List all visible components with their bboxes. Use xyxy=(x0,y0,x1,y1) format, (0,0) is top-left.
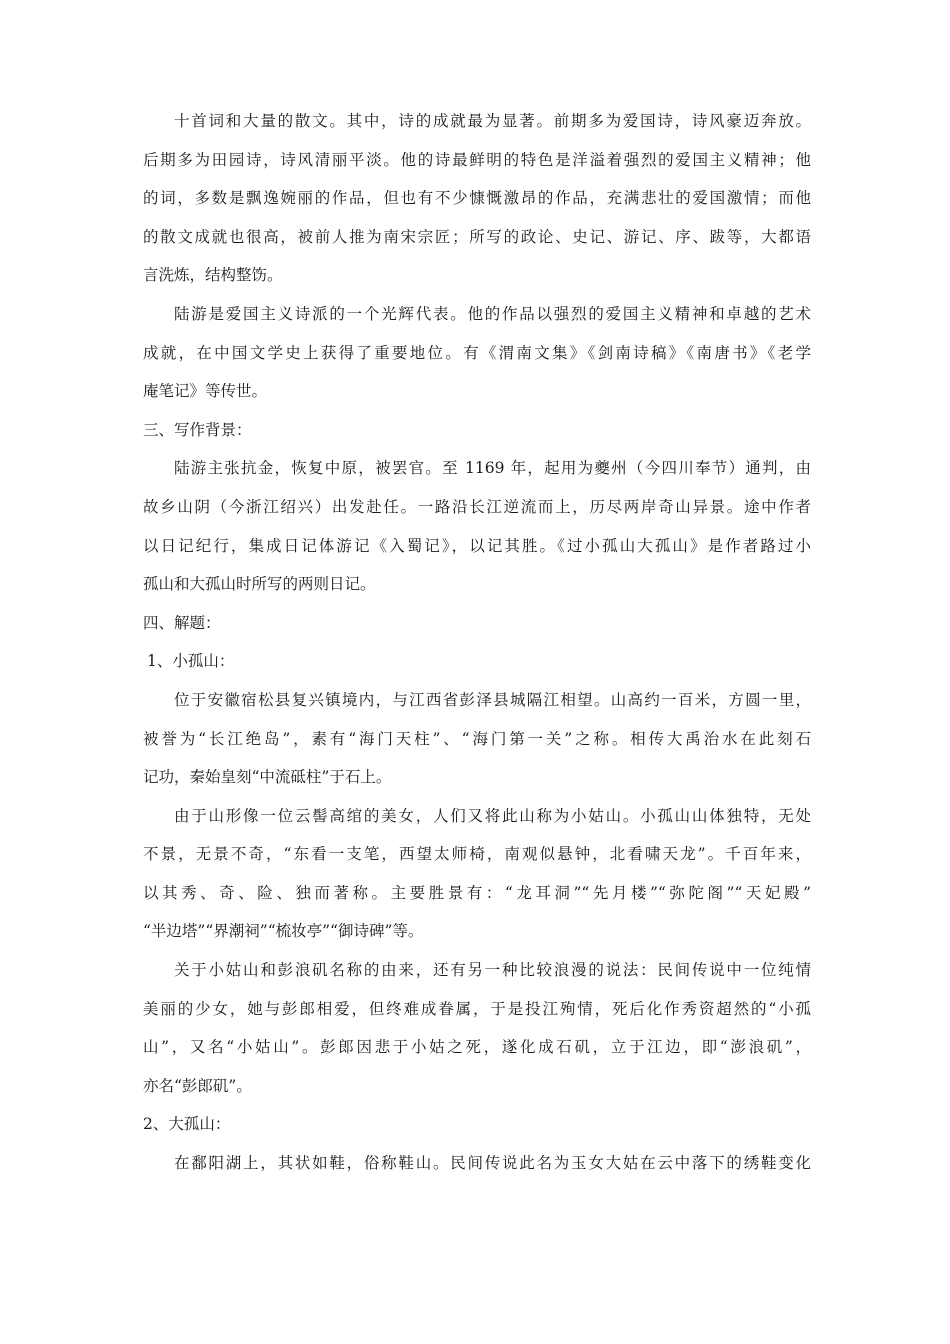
text-line: 在鄱阳湖上，其状如鞋，俗称鞋山。民间传说此名为玉女大姑在云中落下的绣鞋变化 xyxy=(174,1154,811,1173)
paragraph-xiaogushan-legend xyxy=(143,951,811,1105)
paragraph-poetry-achievements xyxy=(143,102,811,295)
text-line: 以其秀、奇、险、独而著称。主要胜景有：“龙耳洞”“先月楼”“弥陀阁”“天妃殿” xyxy=(143,883,811,902)
text-line: 亦名“彭郎矶”。 xyxy=(143,1076,252,1095)
text-line: 后期多为田园诗，诗风清丽平淡。他的诗最鲜明的特色是洋溢着强烈的爱国主义精神；他 xyxy=(143,150,811,169)
text-line: 美丽的少女，她与彭郎相爱，但终难成眷属，于是投江殉情，死后化作秀资超然的“小孤 xyxy=(143,999,811,1018)
paragraph-luyou-representative xyxy=(143,295,811,411)
text-line: 成就，在中国文学史上获得了重要地位。有《渭南文集》《剑南诗稿》《南唐书》《老学 xyxy=(143,343,811,362)
text-line: 陆游主张抗金，恢复中原，被罢官。至 1169 年，起用为夔州（今四川奉节）通判，由 xyxy=(174,459,811,478)
text-line: 山”，又名“小姑山”。彭郎因悲于小姑之死，遂化成石矶，立于江边，即“澎浪矶”， xyxy=(143,1038,811,1057)
text-line: 由于山形像一位云髻高绾的美女，人们又将此山称为小姑山。小孤山山体独特，无处 xyxy=(174,806,811,825)
text-line: “半边塔”“界潮祠”“梳妆亭”“御诗碑”等。 xyxy=(143,922,424,941)
text-line: 言洗炼，结构整饬。 xyxy=(143,266,283,285)
document-body xyxy=(143,102,811,1183)
text-line: 故乡山阴（今浙江绍兴）出发赴任。一路沿长江逆流而上，历尽两岸奇山异景。途中作者 xyxy=(143,497,811,516)
paragraph-dagushan xyxy=(143,1144,811,1183)
text-line: 庵笔记》等传世。 xyxy=(143,382,268,401)
subheading-dagushan: 2、大孤山： xyxy=(143,1115,231,1134)
paragraph-writing-background xyxy=(143,449,811,603)
paragraph-xiaogushan-location xyxy=(143,681,811,797)
text-line: 陆游是爱国主义诗派的一个光辉代表。他的作品以强烈的爱国主义精神和卓越的艺术 xyxy=(174,304,811,323)
text-line: 记功，秦始皇刻“中流砥柱”于石上。 xyxy=(143,768,392,787)
text-line: 孤山和大孤山时所写的两则日记。 xyxy=(143,575,376,594)
text-line: 的词，多数是飘逸婉丽的作品，但也有不少慷慨激昂的作品，充满悲壮的爱国激情；而他 xyxy=(143,189,811,208)
text-line: 以日记纪行，集成日记体游记《入蜀记》，以记其胜。《过小孤山大孤山》是作者路过小 xyxy=(143,536,811,555)
section-heading-title-explanation: 四、解题： xyxy=(143,613,221,632)
subheading-xiaogushan: 1、小孤山： xyxy=(147,652,235,671)
text-line: 被誉为“长江绝岛”，素有“海门天柱”、“海门第一关”之称。相传大禹治水在此刻石 xyxy=(143,729,811,748)
section-heading-writing-background: 三、写作背景： xyxy=(143,420,252,439)
text-line: 关于小姑山和彭浪矶名称的由来，还有另一种比较浪漫的说法：民间传说中一位纯情 xyxy=(174,961,811,980)
text-line: 不景，无景不奇，“东看一支笔，西望太师椅，南观似悬钟，北看啸天龙”。千百年来， xyxy=(143,845,811,864)
paragraph-xiaogushan-shape xyxy=(143,797,811,951)
text-line: 位于安徽宿松县复兴镇境内，与江西省彭泽县城隔江相望。山高约一百米，方圆一里， xyxy=(174,690,811,709)
text-line: 的散文成就也很高，被前人推为南宋宗匠；所写的政论、史记、游记、序、跋等，大都语 xyxy=(143,227,811,246)
text-line: 十首词和大量的散文。其中，诗的成就最为显著。前期多为爱国诗，诗风豪迈奔放。 xyxy=(174,112,811,130)
